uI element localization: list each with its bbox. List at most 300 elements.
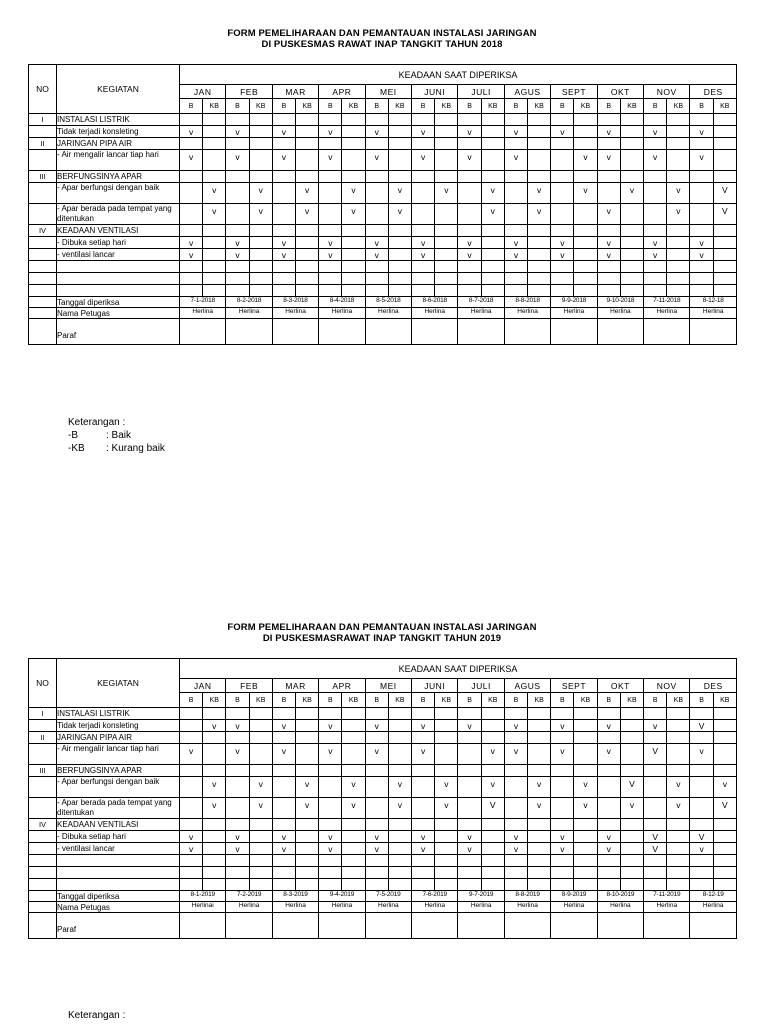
check-cell bbox=[458, 204, 481, 225]
check-cell bbox=[597, 225, 620, 237]
check-cell bbox=[667, 126, 690, 138]
month-header: JUNI bbox=[412, 85, 458, 99]
row-kegiatan: - Dibuka setiap hari bbox=[57, 831, 180, 843]
check-cell bbox=[203, 285, 226, 297]
check-cell bbox=[226, 225, 249, 237]
check-cell bbox=[412, 261, 435, 273]
row-number bbox=[29, 204, 57, 225]
petugas-name: Herlina bbox=[551, 902, 597, 913]
check-cell: v bbox=[365, 831, 388, 843]
check-cell bbox=[180, 708, 203, 720]
check-cell bbox=[713, 171, 736, 183]
check-cell: v bbox=[203, 777, 226, 798]
row-number bbox=[29, 798, 57, 819]
check-cell: v bbox=[296, 204, 319, 225]
check-cell bbox=[620, 273, 643, 285]
check-cell bbox=[504, 867, 527, 879]
check-cell bbox=[574, 744, 597, 765]
check-cell bbox=[574, 819, 597, 831]
petugas-name: Herlina bbox=[412, 902, 458, 913]
month-header: JAN bbox=[180, 85, 226, 99]
check-cell bbox=[551, 150, 574, 171]
row-number bbox=[29, 285, 57, 297]
check-cell bbox=[597, 819, 620, 831]
check-cell bbox=[690, 798, 713, 819]
check-cell bbox=[342, 744, 365, 765]
check-cell: v bbox=[620, 183, 643, 204]
check-cell: v bbox=[180, 150, 203, 171]
check-cell bbox=[620, 831, 643, 843]
check-cell bbox=[203, 708, 226, 720]
check-cell: v bbox=[365, 249, 388, 261]
petugas-name: Herlina bbox=[458, 902, 504, 913]
row-number bbox=[29, 319, 57, 345]
form-title-line2: DI PUSKESMASRAWAT INAP TANGKIT TAHUN 2019 bbox=[262, 633, 502, 644]
inspection-date: 9-4-2019 bbox=[319, 891, 365, 902]
check-cell bbox=[528, 720, 551, 732]
check-cell bbox=[342, 225, 365, 237]
check-cell bbox=[458, 138, 481, 150]
paraf-cell bbox=[458, 913, 504, 939]
paraf-cell bbox=[551, 319, 597, 345]
row-kegiatan bbox=[57, 261, 180, 273]
check-cell bbox=[203, 273, 226, 285]
check-cell: v bbox=[458, 126, 481, 138]
check-cell bbox=[203, 249, 226, 261]
check-cell bbox=[504, 261, 527, 273]
inspection-date: 7-2-2019 bbox=[226, 891, 272, 902]
b-header: B bbox=[551, 693, 574, 708]
check-cell bbox=[551, 273, 574, 285]
check-cell bbox=[574, 831, 597, 843]
check-cell bbox=[458, 114, 481, 126]
check-cell bbox=[388, 879, 411, 891]
check-cell bbox=[620, 843, 643, 855]
check-cell: v bbox=[180, 126, 203, 138]
check-cell bbox=[620, 204, 643, 225]
check-cell: v bbox=[620, 798, 643, 819]
check-cell bbox=[435, 261, 458, 273]
check-cell: v bbox=[388, 798, 411, 819]
check-cell: v bbox=[504, 744, 527, 765]
row-number bbox=[29, 273, 57, 285]
check-cell bbox=[713, 708, 736, 720]
check-cell bbox=[435, 843, 458, 855]
inspection-date: 8-6-2018 bbox=[412, 297, 458, 308]
check-cell bbox=[551, 732, 574, 744]
table-row bbox=[29, 273, 737, 285]
row-number bbox=[29, 237, 57, 249]
check-cell bbox=[296, 831, 319, 843]
check-cell bbox=[272, 273, 295, 285]
check-cell bbox=[481, 855, 504, 867]
check-cell bbox=[690, 765, 713, 777]
table-row bbox=[29, 744, 737, 765]
check-cell bbox=[504, 855, 527, 867]
b-header: B bbox=[226, 99, 249, 114]
check-cell bbox=[226, 867, 249, 879]
check-cell bbox=[644, 855, 667, 867]
check-cell bbox=[620, 285, 643, 297]
paraf-row bbox=[29, 319, 737, 345]
check-cell bbox=[226, 708, 249, 720]
check-cell bbox=[690, 273, 713, 285]
check-cell bbox=[412, 765, 435, 777]
check-cell bbox=[528, 114, 551, 126]
check-cell bbox=[226, 273, 249, 285]
check-cell bbox=[342, 732, 365, 744]
check-cell bbox=[528, 225, 551, 237]
kb-header: KB bbox=[713, 693, 736, 708]
paraf-cell bbox=[365, 319, 411, 345]
check-cell bbox=[551, 285, 574, 297]
inspection-date: 9-10-2018 bbox=[597, 297, 643, 308]
check-cell bbox=[319, 183, 342, 204]
check-cell bbox=[435, 114, 458, 126]
row-kegiatan: - ventilasi lancar bbox=[57, 843, 180, 855]
check-cell: v bbox=[365, 237, 388, 249]
check-cell bbox=[203, 237, 226, 249]
check-cell bbox=[272, 819, 295, 831]
check-cell: v bbox=[226, 843, 249, 855]
header-row bbox=[29, 65, 737, 85]
check-cell bbox=[690, 183, 713, 204]
check-cell bbox=[319, 819, 342, 831]
check-cell: v bbox=[435, 183, 458, 204]
inspection-date: 9-7-2019 bbox=[458, 891, 504, 902]
check-cell bbox=[388, 732, 411, 744]
month-header: APR bbox=[319, 679, 365, 693]
check-cell bbox=[620, 225, 643, 237]
check-cell bbox=[249, 261, 272, 273]
check-cell: v bbox=[319, 720, 342, 732]
check-cell bbox=[342, 708, 365, 720]
check-cell bbox=[481, 708, 504, 720]
row-kegiatan: - Apar berfungsi dengan baik bbox=[57, 777, 180, 798]
check-cell bbox=[620, 732, 643, 744]
check-cell bbox=[365, 867, 388, 879]
check-cell: v bbox=[597, 150, 620, 171]
check-cell bbox=[597, 285, 620, 297]
paraf-cell bbox=[644, 913, 690, 939]
check-cell: v bbox=[597, 249, 620, 261]
check-cell bbox=[342, 843, 365, 855]
check-cell bbox=[458, 261, 481, 273]
check-cell bbox=[272, 708, 295, 720]
check-cell bbox=[644, 777, 667, 798]
check-cell bbox=[644, 708, 667, 720]
check-cell bbox=[412, 732, 435, 744]
inspection-date: 8-8-2019 bbox=[504, 891, 550, 902]
kb-header: KB bbox=[481, 99, 504, 114]
check-cell bbox=[644, 171, 667, 183]
check-cell: V bbox=[620, 777, 643, 798]
b-header: B bbox=[458, 693, 481, 708]
check-cell bbox=[272, 798, 295, 819]
check-cell bbox=[435, 171, 458, 183]
check-cell bbox=[412, 879, 435, 891]
check-cell bbox=[620, 138, 643, 150]
check-cell bbox=[388, 708, 411, 720]
table-row bbox=[29, 204, 737, 225]
header-row bbox=[29, 659, 737, 679]
petugas-name: Herlina bbox=[597, 902, 643, 913]
check-cell: v bbox=[551, 720, 574, 732]
check-cell bbox=[180, 777, 203, 798]
check-cell: v bbox=[203, 183, 226, 204]
check-cell bbox=[574, 273, 597, 285]
check-cell bbox=[249, 855, 272, 867]
check-cell: v bbox=[597, 744, 620, 765]
petugas-name: Herlina bbox=[504, 308, 550, 319]
check-cell bbox=[713, 237, 736, 249]
month-header: NOV bbox=[644, 85, 690, 99]
check-cell bbox=[435, 831, 458, 843]
inspection-date: 9-9-2018 bbox=[551, 297, 597, 308]
check-cell bbox=[458, 798, 481, 819]
check-cell: v bbox=[388, 204, 411, 225]
check-cell bbox=[528, 744, 551, 765]
check-cell bbox=[272, 171, 295, 183]
check-cell bbox=[365, 138, 388, 150]
kb-header: KB bbox=[249, 693, 272, 708]
check-cell: V bbox=[713, 183, 736, 204]
check-cell: V bbox=[713, 798, 736, 819]
check-cell: V bbox=[644, 744, 667, 765]
check-cell: v bbox=[644, 237, 667, 249]
check-cell bbox=[481, 273, 504, 285]
check-cell bbox=[551, 867, 574, 879]
check-cell: V bbox=[481, 798, 504, 819]
row-number bbox=[29, 308, 57, 319]
check-cell bbox=[713, 126, 736, 138]
row-number bbox=[29, 867, 57, 879]
check-cell: v bbox=[528, 798, 551, 819]
check-cell bbox=[435, 819, 458, 831]
row-kegiatan: - Apar berada pada tempat yang ditentukan bbox=[57, 798, 180, 819]
b-header: B bbox=[412, 693, 435, 708]
inspection-date: 8-10-2019 bbox=[597, 891, 643, 902]
table-row bbox=[29, 798, 737, 819]
check-cell bbox=[574, 708, 597, 720]
b-header: B bbox=[644, 99, 667, 114]
check-cell bbox=[249, 171, 272, 183]
check-cell: v bbox=[296, 777, 319, 798]
row-number bbox=[29, 843, 57, 855]
check-cell bbox=[481, 114, 504, 126]
b-header: B bbox=[690, 693, 713, 708]
check-cell bbox=[667, 150, 690, 171]
form-title bbox=[28, 622, 736, 644]
check-cell bbox=[597, 798, 620, 819]
check-cell: v bbox=[342, 777, 365, 798]
check-cell bbox=[180, 879, 203, 891]
check-cell bbox=[481, 831, 504, 843]
kb-header: KB bbox=[342, 693, 365, 708]
check-cell bbox=[597, 708, 620, 720]
check-cell bbox=[551, 183, 574, 204]
check-cell bbox=[365, 732, 388, 744]
inspection-date: 7-1-2018 bbox=[180, 297, 226, 308]
check-cell bbox=[226, 285, 249, 297]
check-cell bbox=[365, 183, 388, 204]
check-cell bbox=[504, 225, 527, 237]
check-cell: v bbox=[296, 798, 319, 819]
month-header: JAN bbox=[180, 679, 226, 693]
check-cell bbox=[249, 225, 272, 237]
check-cell bbox=[272, 138, 295, 150]
check-cell: v bbox=[272, 831, 295, 843]
paraf-label: Paraf bbox=[57, 913, 180, 939]
table-row bbox=[29, 819, 737, 831]
check-cell bbox=[365, 114, 388, 126]
check-cell bbox=[272, 765, 295, 777]
check-cell: v bbox=[412, 249, 435, 261]
check-cell: v bbox=[644, 126, 667, 138]
petugas-name: Herlina bbox=[458, 308, 504, 319]
paraf-cell bbox=[226, 913, 272, 939]
check-cell bbox=[667, 744, 690, 765]
petugas-name: Herlina bbox=[690, 902, 737, 913]
check-cell bbox=[272, 204, 295, 225]
check-cell bbox=[574, 720, 597, 732]
check-cell bbox=[528, 867, 551, 879]
check-cell bbox=[644, 819, 667, 831]
check-cell bbox=[574, 765, 597, 777]
row-number bbox=[29, 297, 57, 308]
check-cell bbox=[458, 708, 481, 720]
check-cell bbox=[296, 261, 319, 273]
check-cell bbox=[481, 285, 504, 297]
check-cell bbox=[249, 744, 272, 765]
row-kegiatan: JARINGAN PIPA AIR bbox=[57, 732, 180, 744]
check-cell bbox=[528, 237, 551, 249]
check-cell: v bbox=[504, 126, 527, 138]
kb-header: KB bbox=[249, 99, 272, 114]
col-kegiatan-header: KEGIATAN bbox=[57, 65, 180, 114]
check-cell bbox=[574, 249, 597, 261]
check-cell: v bbox=[597, 720, 620, 732]
b-header: B bbox=[319, 693, 342, 708]
check-cell bbox=[667, 138, 690, 150]
check-cell: v bbox=[504, 150, 527, 171]
form-title-line1: FORM PEMELIHARAAN DAN PEMANTAUAN INSTALASI JARINGAN bbox=[227, 622, 537, 633]
month-header: JUNI bbox=[412, 679, 458, 693]
check-cell: v bbox=[504, 831, 527, 843]
check-cell: V bbox=[644, 831, 667, 843]
check-cell: v bbox=[203, 798, 226, 819]
row-number: III bbox=[29, 171, 57, 183]
petugas-name: Herlina bbox=[226, 902, 272, 913]
table-row bbox=[29, 285, 737, 297]
b-header: B bbox=[504, 693, 527, 708]
check-cell bbox=[667, 819, 690, 831]
check-cell bbox=[342, 171, 365, 183]
petugas-name: Herlina bbox=[690, 308, 737, 319]
check-cell: v bbox=[412, 720, 435, 732]
check-cell bbox=[365, 204, 388, 225]
petugas-label: Nama Petugas bbox=[57, 902, 180, 913]
check-cell bbox=[203, 819, 226, 831]
check-cell bbox=[574, 867, 597, 879]
check-cell bbox=[620, 744, 643, 765]
check-cell bbox=[180, 225, 203, 237]
inspection-date: 8-2-2018 bbox=[226, 297, 272, 308]
check-cell bbox=[713, 843, 736, 855]
check-cell: v bbox=[249, 798, 272, 819]
check-cell bbox=[481, 765, 504, 777]
check-cell bbox=[365, 777, 388, 798]
row-number bbox=[29, 891, 57, 902]
check-cell bbox=[342, 831, 365, 843]
kb-header: KB bbox=[203, 99, 226, 114]
check-cell: v bbox=[458, 831, 481, 843]
petugas-name: Herlina bbox=[365, 902, 411, 913]
check-cell bbox=[272, 777, 295, 798]
check-cell bbox=[203, 831, 226, 843]
check-cell bbox=[319, 798, 342, 819]
inspection-date: 8-1-2019 bbox=[180, 891, 226, 902]
check-cell bbox=[388, 765, 411, 777]
b-header: B bbox=[180, 693, 203, 708]
check-cell bbox=[412, 114, 435, 126]
check-cell bbox=[249, 867, 272, 879]
check-cell bbox=[342, 114, 365, 126]
check-cell bbox=[203, 261, 226, 273]
check-cell bbox=[481, 138, 504, 150]
check-cell: v bbox=[458, 150, 481, 171]
paraf-cell bbox=[272, 319, 318, 345]
check-cell: V bbox=[713, 204, 736, 225]
check-cell bbox=[690, 777, 713, 798]
check-cell bbox=[620, 261, 643, 273]
check-cell bbox=[504, 285, 527, 297]
check-cell bbox=[528, 249, 551, 261]
row-number bbox=[29, 150, 57, 171]
check-cell bbox=[574, 285, 597, 297]
check-cell bbox=[644, 285, 667, 297]
check-cell bbox=[713, 819, 736, 831]
check-cell: v bbox=[528, 777, 551, 798]
month-header: OKT bbox=[597, 679, 643, 693]
check-cell bbox=[574, 237, 597, 249]
check-cell bbox=[412, 708, 435, 720]
table-row bbox=[29, 225, 737, 237]
check-cell bbox=[644, 879, 667, 891]
check-cell: v bbox=[481, 777, 504, 798]
check-cell: v bbox=[272, 150, 295, 171]
inspection-date: 8-3-2019 bbox=[272, 891, 318, 902]
check-cell bbox=[296, 843, 319, 855]
check-cell bbox=[365, 285, 388, 297]
check-cell bbox=[296, 765, 319, 777]
row-kegiatan bbox=[57, 879, 180, 891]
check-cell bbox=[435, 732, 458, 744]
row-kegiatan: - ventilasi lancar bbox=[57, 249, 180, 261]
check-cell bbox=[226, 879, 249, 891]
check-cell bbox=[272, 732, 295, 744]
check-cell: v bbox=[481, 183, 504, 204]
check-cell: v bbox=[342, 798, 365, 819]
check-cell: v bbox=[180, 237, 203, 249]
check-cell bbox=[458, 171, 481, 183]
kb-header: KB bbox=[528, 693, 551, 708]
check-cell bbox=[388, 720, 411, 732]
check-cell bbox=[435, 204, 458, 225]
check-cell bbox=[249, 843, 272, 855]
kb-header: KB bbox=[481, 693, 504, 708]
check-cell: v bbox=[597, 204, 620, 225]
